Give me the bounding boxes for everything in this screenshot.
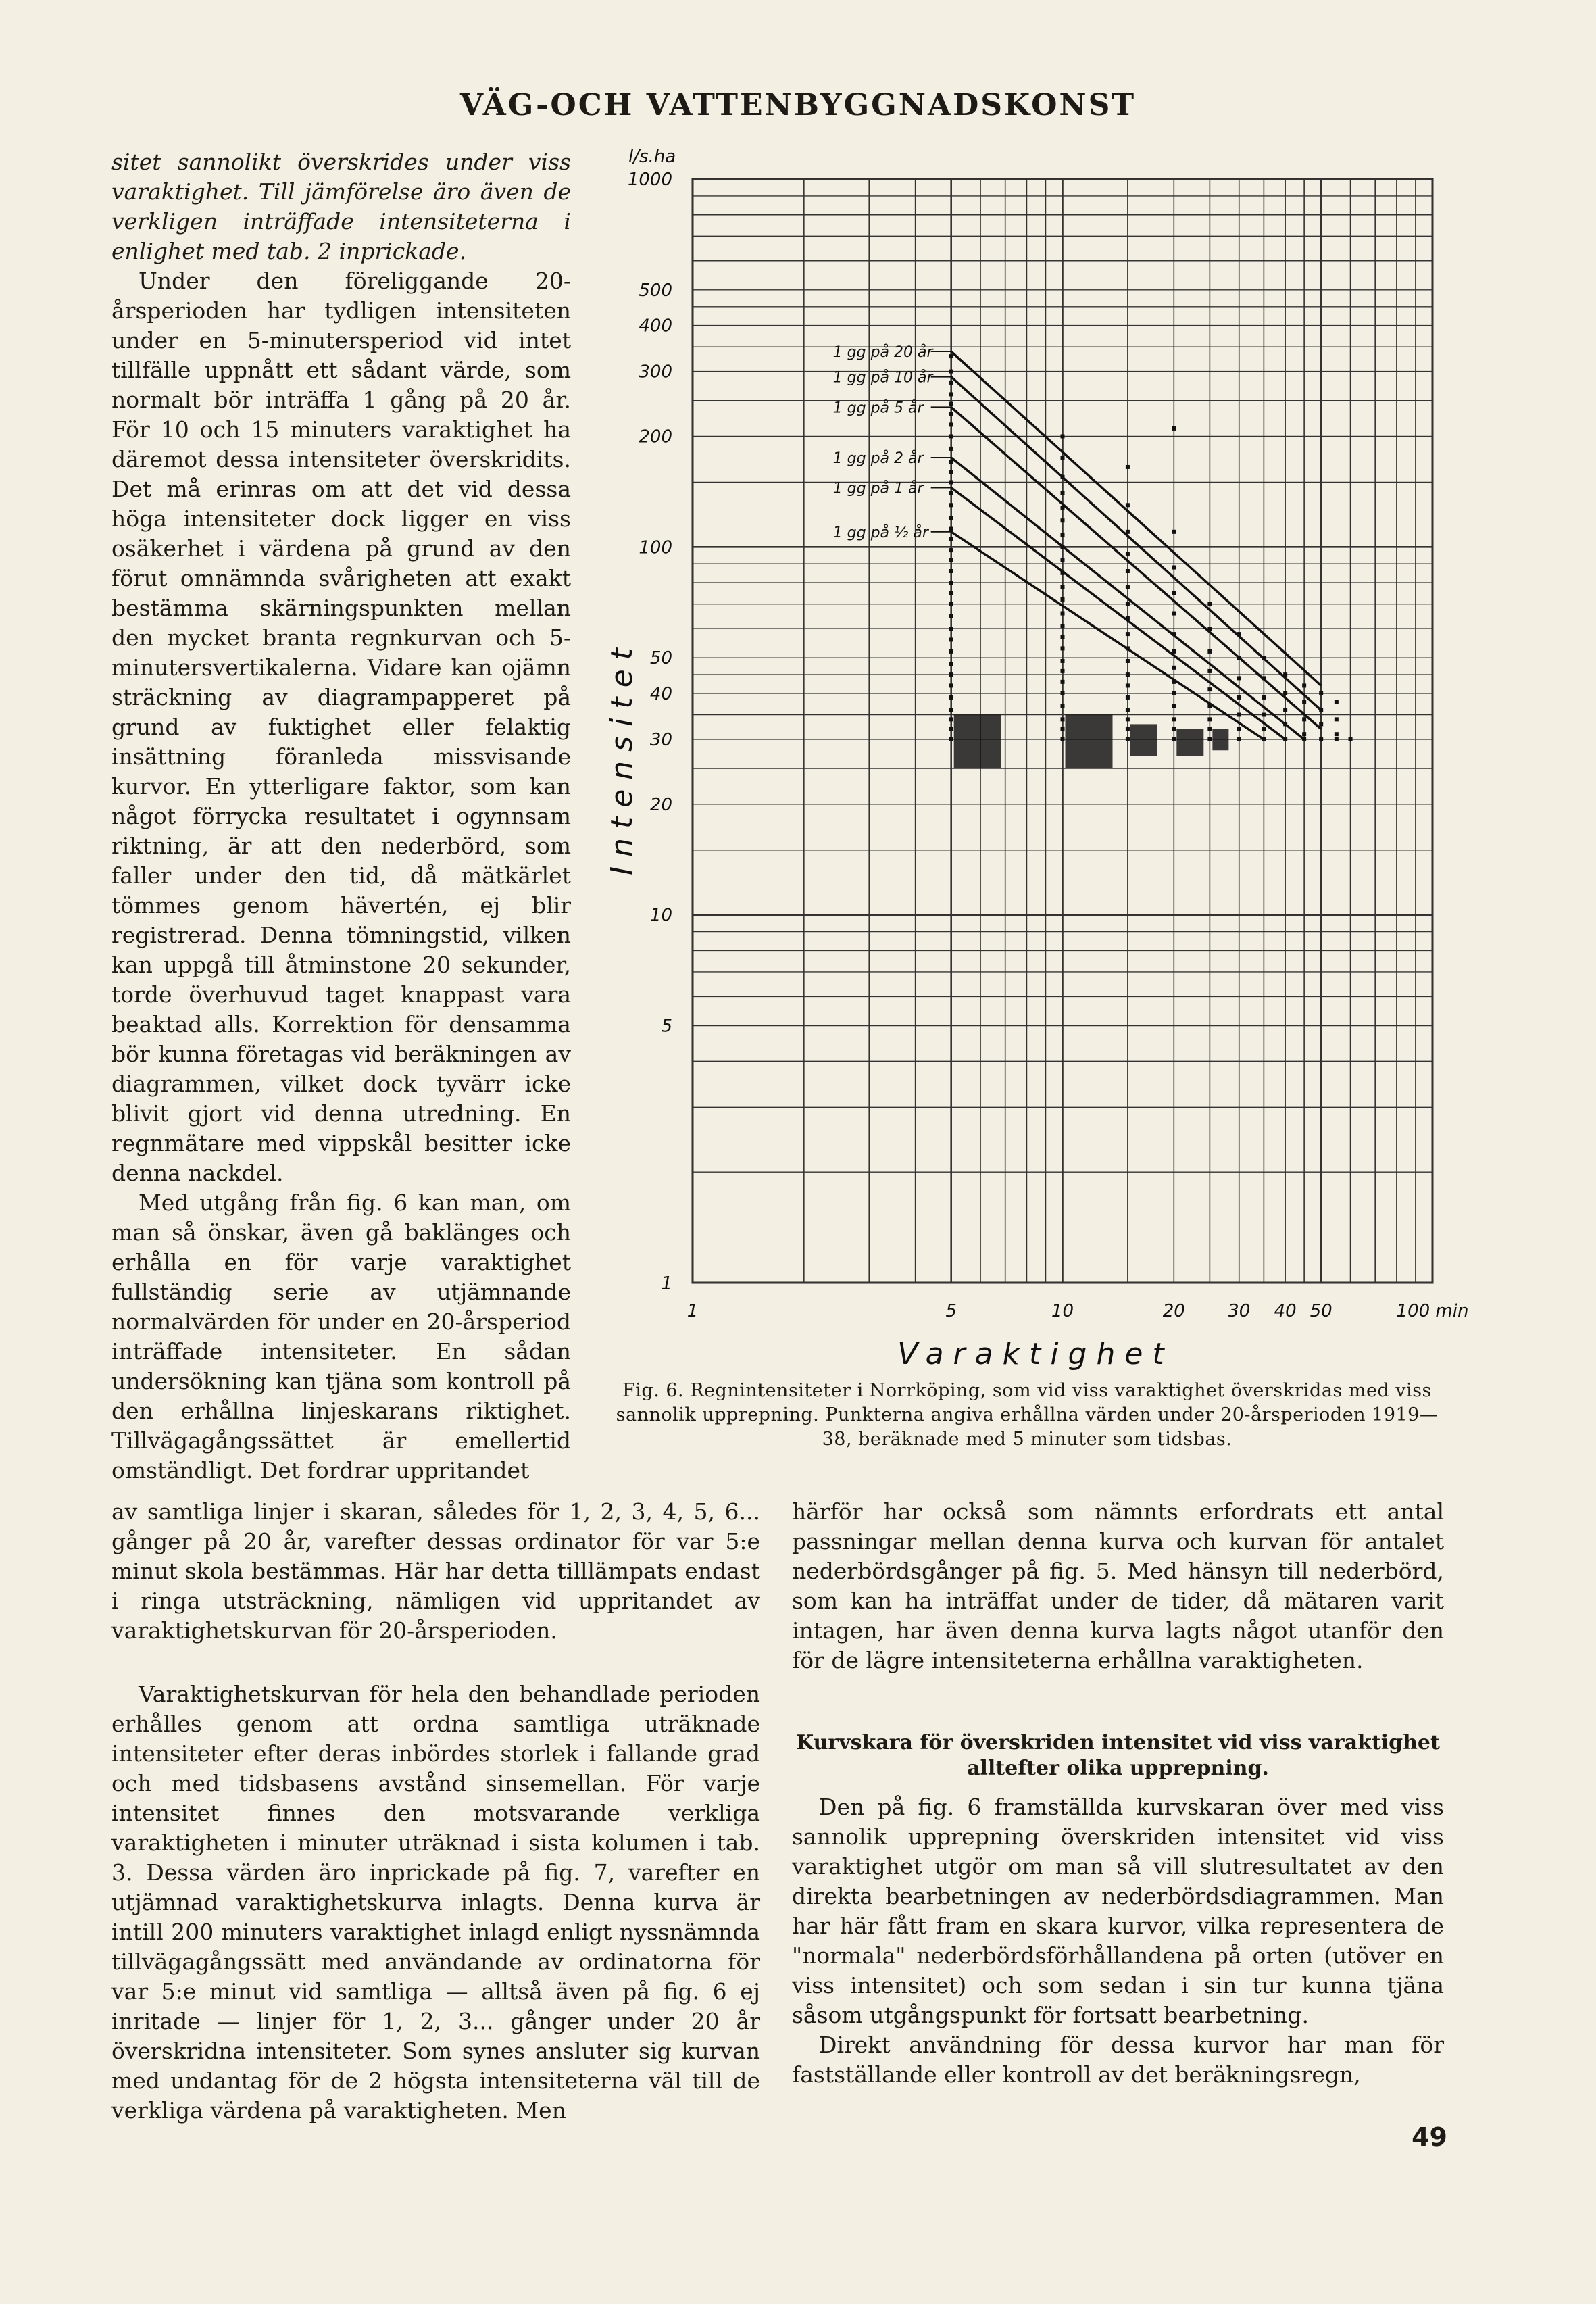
data-point <box>1061 624 1065 628</box>
x-tick-label: 10 <box>1051 1301 1074 1321</box>
data-point <box>1262 656 1266 660</box>
series-line <box>951 407 1322 729</box>
paragraph: Varaktighetskurvan för hela den behandlade perioden erhålles genom att ordna samtliga uträknade intensiteter efter deras inbördes storlek i fallande grad och med tidsbasens avstånd sinsemellan. För varje intensitet finnes den motsvarande verkliga varaktigheten i minuter uträknad i sista kolumen i tab. 3. Dessa värden äro inprickade på fig. 7, varefter en utjämnad varaktighetskurva inlagts. Denna kurva är intill 200 minuters varaktighet inlagd enligt nyssnämnda tillvägagångssätt med användande av ordinatorna för var 5:e minut vid samtliga — alltså även på fig. 6 ej inritade — linjer för 1, 2, 3... gånger under 20 år överskridna intensiteter. Som synes ansluter sig kurvan med undantag för de 2 högsta intensiteterna väl till de verkliga värdena på varaktigheten. Men <box>111 1681 760 2124</box>
data-bar <box>954 715 1001 769</box>
data-point <box>1061 717 1065 721</box>
data-point <box>949 649 953 654</box>
data-point <box>1061 545 1065 549</box>
data-point <box>1207 717 1212 721</box>
series-line <box>951 377 1322 710</box>
data-point <box>1126 552 1130 556</box>
data-point <box>1349 737 1353 741</box>
series-line <box>951 351 1322 685</box>
data-point <box>949 401 953 406</box>
data-point <box>1207 687 1212 691</box>
data-point <box>1237 676 1241 680</box>
data-point <box>949 637 953 641</box>
data-point <box>1126 602 1130 606</box>
data-point <box>1262 727 1266 731</box>
y-tick-label: 20 <box>649 794 672 815</box>
series-label: 1 gg på 1 år <box>832 480 924 497</box>
x-tick-label: 20 <box>1162 1301 1185 1321</box>
data-point <box>1061 659 1065 663</box>
data-point <box>1283 722 1287 726</box>
data-point <box>949 537 953 541</box>
series-label: 1 gg på 20 år <box>832 344 933 362</box>
wide-paragraph <box>111 1497 760 1646</box>
series-line <box>951 458 1304 739</box>
data-point <box>949 527 953 531</box>
data-point <box>1126 695 1130 700</box>
data-point <box>949 370 953 374</box>
data-point <box>949 548 953 552</box>
data-point <box>949 516 953 520</box>
data-point <box>1302 683 1306 687</box>
data-point <box>1172 612 1176 616</box>
data-point <box>1172 649 1176 654</box>
data-point <box>1126 530 1130 534</box>
data-point <box>1319 722 1323 726</box>
data-point <box>1061 456 1065 460</box>
data-point <box>949 354 953 358</box>
data-point <box>1061 506 1065 510</box>
data-point <box>949 627 953 631</box>
data-point <box>1335 700 1339 704</box>
y-tick-label: 100 <box>639 537 672 558</box>
data-point <box>1126 646 1130 650</box>
y-axis-label: Intensitet <box>605 639 639 875</box>
paragraph: Med utgång från fig. 6 kan man, om man så önskar, även gå baklänges och erhålla en för varje varaktighet fullständig serie av utjämnande normalvärden för under en 20-årsperiod inträffade intensiteter. En sådan undersökning kan tjäna som kontroll på den erhållna linjeskarans riktighet. Tillvägagångssättet är emellertid omständligt. Det fordrar uppritandet <box>111 1190 571 1484</box>
data-point <box>1302 717 1306 721</box>
data-point <box>1172 530 1176 534</box>
data-point <box>949 491 953 495</box>
y-axis-unit: l/s.ha <box>628 147 676 167</box>
data-point <box>1172 727 1176 731</box>
data-point <box>1172 666 1176 670</box>
y-tick-label: 300 <box>639 362 672 383</box>
data-point <box>1335 732 1339 736</box>
x-tick-label: 30 <box>1228 1301 1251 1321</box>
data-point <box>1207 602 1212 606</box>
y-tick-label: 10 <box>649 905 672 926</box>
data-point <box>949 683 953 687</box>
data-point <box>1207 704 1212 708</box>
data-point <box>1319 691 1323 695</box>
data-point <box>949 672 953 677</box>
data-point <box>1262 737 1266 741</box>
data-point <box>949 602 953 606</box>
data-point <box>1126 632 1130 636</box>
data-point <box>1061 635 1065 639</box>
data-point <box>1207 627 1212 631</box>
data-point <box>1061 597 1065 602</box>
paragraph: Den på fig. 6 framställda kurvskaran över med viss sannolik upprepning överskriden intensitet vid viss varaktighet utgör om man så vill slutresultatet av den direkta bearbetningen av nederbördsdiagrammen. Man har här fått fram en skara kurvor, vilka representera de "normala" nederbördsförhållandena på orten (utöver en viss intensitet) och som sedan i sin tur kunna tjäna såsom utgångspunkt för fortsatt bearbetning. <box>792 1794 1444 2028</box>
data-point <box>1207 727 1212 731</box>
data-point <box>949 581 953 585</box>
data-point <box>1126 569 1130 573</box>
data-point <box>1262 695 1266 700</box>
data-point <box>949 381 953 385</box>
data-point <box>1172 691 1176 695</box>
data-point <box>1207 737 1212 741</box>
data-bar <box>1130 724 1157 756</box>
data-point <box>1262 713 1266 717</box>
data-point <box>1237 713 1241 717</box>
x-tick-label: 40 <box>1274 1301 1297 1321</box>
section-heading: Kurvskara för överskriden intensitet vid viss varaktighet alltefter olika upprepning. <box>796 1731 1440 1780</box>
y-tick-label: 1 <box>661 1273 672 1294</box>
data-point <box>1061 585 1065 589</box>
running-header: VÄG-OCH VATTENBYGGNADSKONST <box>459 88 1137 122</box>
data-point <box>1283 737 1287 741</box>
figure-caption: Fig. 6. Regnintensiteter i Norrköping, som vid viss varaktighet överskridas med viss sannolik upprepning. Punkterna angiva erhållna värden under 20-årsperioden 1919—38, beräknade med 5 minuter som tidsbas. <box>616 1380 1439 1450</box>
data-point <box>1237 695 1241 700</box>
y-tick-label: 5 <box>661 1016 672 1037</box>
data-point <box>949 558 953 562</box>
data-point <box>1061 533 1065 537</box>
data-point <box>1237 632 1241 636</box>
data-point <box>949 708 953 712</box>
data-point <box>1061 680 1065 684</box>
series-label: 1 gg på 2 år <box>832 450 924 468</box>
data-point <box>1237 737 1241 741</box>
data-point <box>1061 612 1065 616</box>
data-point <box>949 614 953 618</box>
data-bar <box>1176 729 1203 756</box>
data-point <box>1283 672 1287 677</box>
data-point <box>949 591 953 595</box>
data-point <box>1061 727 1065 731</box>
page-number: 49 <box>1412 2122 1447 2152</box>
data-point <box>1302 732 1306 736</box>
paragraph: sitet sannolikt överskrides under viss varaktighet. Till jämförelse äro även de verkligen inträffade intensiteterna i enlighet med tab. 2 inprickade. <box>111 149 571 264</box>
series-line <box>951 532 1264 739</box>
data-point <box>1126 465 1130 469</box>
paragraph: Under den föreliggande 20-årsperioden har tydligen intensiteten under en 5-minutersperiod vid intet tillfälle uppnått ett sådant värde, som normalt bör inträffa 1 gång på 20 år. För 10 och 15 minuters varaktighet ha däremot dessa intensiteter överskridits. Det må erinras om att det vid dessa höga intensiteter dock ligger en viss osäkerhet i värdena på grund av den förut omnämnda svårigheten att exakt bestämma skärningspunkten mellan den mycket branta regnkurvan och 5-minutersvertikalerna. Vidare kan ojämn sträckning av diagrampapperet på grund av fuktighet eller felaktig insättning föranleda missvisande kurvor. En ytterligare faktor, som kan något förrycka resultatet i ogynnsam riktning, är att den nederbörd, som faller under den tid, då mätkärlet tömmes genom hävertén, ej blir registrerad. Denna tömningstid, vilken kan uppgå till åtminstone 20 sekunder, torde överhuvud taget knappast vara beaktad alls. Korrektion för densamma bör kunna företagas vid beräkningen av diagrammen, vilket dock tyvärr icke blivit gjort vid denna utredning. En regnmätare med vippskål besitter icke denna nackdel. <box>111 268 571 1186</box>
data-point <box>1262 676 1266 680</box>
data-point <box>1172 717 1176 721</box>
data-point <box>1061 475 1065 479</box>
data-point <box>1283 691 1287 695</box>
data-point <box>949 737 953 741</box>
data-point <box>1061 646 1065 650</box>
data-point <box>1126 683 1130 687</box>
data-point <box>1349 737 1353 741</box>
y-tick-label: 400 <box>639 316 672 337</box>
x-tick-label: 1 <box>687 1301 699 1321</box>
y-tick-label: 50 <box>649 648 672 669</box>
data-point <box>949 727 953 731</box>
data-point <box>949 460 953 464</box>
right-column-lower <box>792 1792 1444 2090</box>
x-tick-label: 50 <box>1310 1301 1332 1321</box>
data-point <box>949 434 953 438</box>
data-point <box>1172 737 1176 741</box>
data-point <box>1207 649 1212 654</box>
data-point <box>1302 737 1306 741</box>
series-line <box>951 487 1285 739</box>
y-tick-label: 1000 <box>627 170 672 190</box>
data-point <box>1283 708 1287 712</box>
left-column-upper <box>111 147 571 1486</box>
data-point <box>1061 491 1065 495</box>
data-point <box>1237 727 1241 731</box>
x-axis-label: Varaktighet <box>897 1337 1174 1371</box>
x-tick-label: 5 <box>945 1301 957 1321</box>
data-point <box>949 662 953 666</box>
data-point <box>949 503 953 507</box>
data-point <box>949 480 953 484</box>
data-point <box>1126 708 1130 712</box>
data-point <box>1126 737 1130 741</box>
data-point <box>1126 717 1130 721</box>
data-point <box>1126 659 1130 663</box>
data-point <box>1126 503 1130 507</box>
data-point <box>1172 704 1176 708</box>
left-column-lower <box>111 1680 760 2126</box>
x-tick-label: 100 min <box>1396 1301 1469 1321</box>
data-point <box>949 447 953 451</box>
y-tick-label: 200 <box>639 426 672 447</box>
data-point <box>1319 708 1323 712</box>
data-point <box>1126 672 1130 677</box>
data-point <box>1237 656 1241 660</box>
chart-frame <box>693 179 1432 1283</box>
data-point <box>949 470 953 474</box>
data-point <box>1172 632 1176 636</box>
data-point <box>1061 669 1065 673</box>
paragraph: Direkt användning för dessa kurvor har man för fastställande eller kontroll av det beräkningsregn, <box>792 2032 1444 2088</box>
data-point <box>949 412 953 416</box>
data-bar <box>1212 729 1228 751</box>
paragraph: av samtliga linjer i skaran, således för 1, 2, 3, 4, 5, 6... gånger på 20 år, varefter dessas ordinator för var 5:e minut skola bestämmas. Här har detta tilllämpats endast i ringa utsträckning, nämligen vid uppritandet av varaktighetskurvan för 20-årsperioden. <box>111 1498 760 1644</box>
series-label: 1 gg på 5 år <box>832 399 924 417</box>
right-column-upper <box>792 1497 1444 1675</box>
data-point <box>1172 680 1176 684</box>
data-point <box>1126 727 1130 731</box>
data-point <box>1335 737 1339 741</box>
data-point <box>1126 616 1130 620</box>
data-point <box>1172 566 1176 570</box>
data-point <box>1319 737 1323 741</box>
y-tick-label: 30 <box>649 729 672 750</box>
data-point <box>1061 518 1065 522</box>
data-point <box>1061 737 1065 741</box>
data-point <box>1207 669 1212 673</box>
data-point <box>1061 704 1065 708</box>
data-point <box>1126 585 1130 589</box>
data-point <box>1302 700 1306 704</box>
y-tick-label: 40 <box>649 683 672 704</box>
data-point <box>1061 434 1065 438</box>
data-point <box>949 422 953 426</box>
paragraph: härför har också som nämnts erfordrats ett antal passningar mellan denna kurva och kurvan för antalet nederbördsgånger på fig. 5. Med hänsyn till nederbörd, som kan ha inträffat under de tider, då mätaren varit intagen, har även denna kurva lagts något utanför den för de lägre intensiteterna erhållna varaktigheten. <box>792 1498 1444 1673</box>
series-label: 1 gg på ½ år <box>832 524 928 541</box>
data-point <box>1061 691 1065 695</box>
data-point <box>1061 571 1065 575</box>
data-point <box>949 695 953 700</box>
data-point <box>949 717 953 721</box>
data-point <box>949 392 953 396</box>
data-bar <box>1066 715 1113 769</box>
series-label: 1 gg på 10 år <box>832 369 933 387</box>
data-point <box>949 569 953 573</box>
data-point <box>1172 591 1176 595</box>
data-point <box>1172 426 1176 431</box>
y-tick-label: 500 <box>639 280 672 301</box>
data-point <box>1335 717 1339 721</box>
data-point <box>1061 558 1065 562</box>
